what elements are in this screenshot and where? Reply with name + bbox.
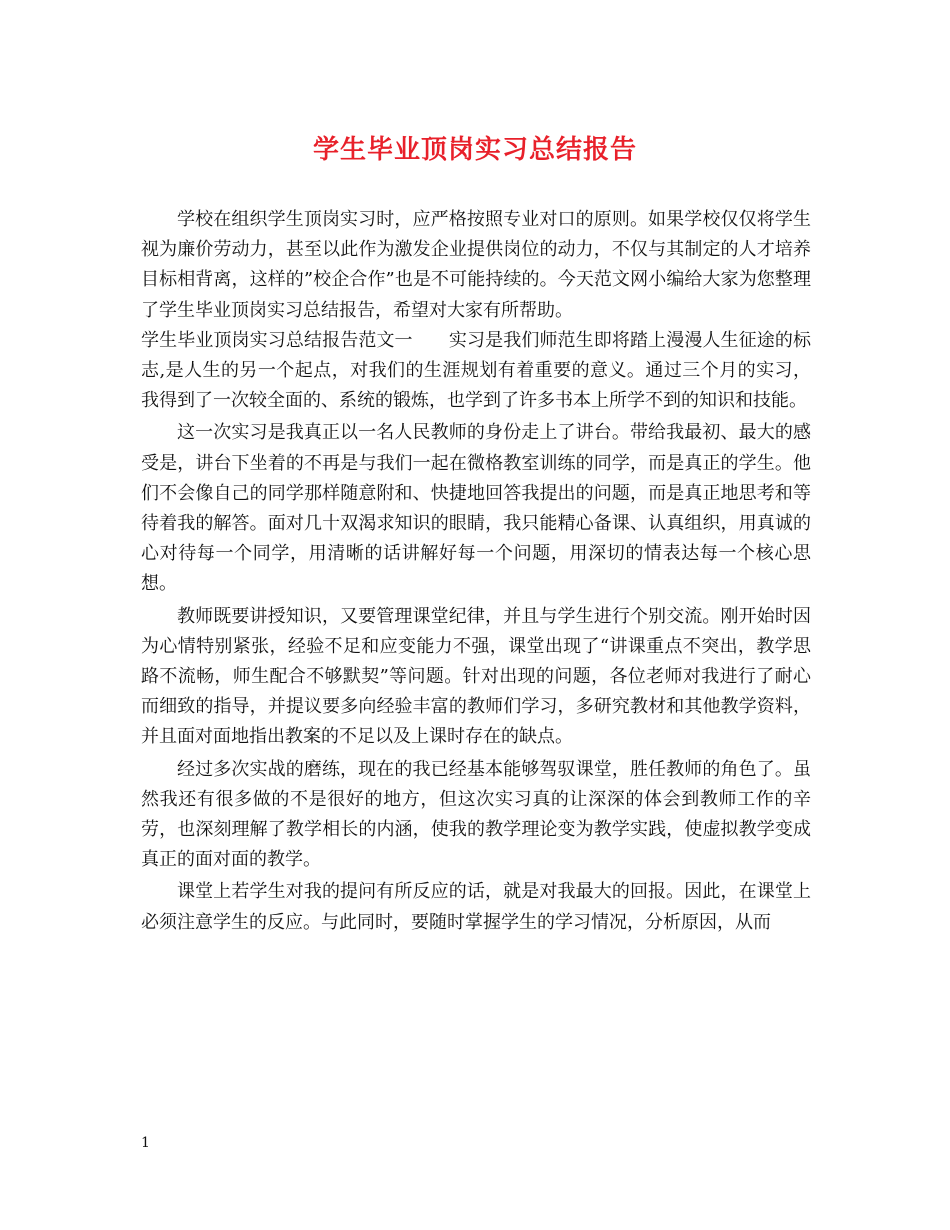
- document-title: 学生毕业顶岗实习总结报告: [312, 135, 637, 165]
- paragraph-classroom-feedback: 课堂上若学生对我的提问有所反应的话，就是对我最大的回报。因此，在课堂上必须注意学生的反应。与此同时，要随时掌握学生的学习情况，分析原因，从而: [141, 881, 811, 933]
- paragraph-intro: 学校在组织学生顶岗实习时，应严格按照专业对口的原则。如果学校仅仅将学生视为廉价劳动力，甚至以此作为激发企业提供岗位的动力，不仅与其制定的人才培养目标相背离，这样的”校企合作”也是不可能持续的。今天范文网小编给大家为您整理了学生毕业顶岗实习总结报告，希望对大家有所帮助。: [141, 209, 811, 321]
- paragraph-teaching-duties: 教师既要讲授知识，又要管理课堂纪律，并且与学生进行个别交流。刚开始时因为心情特别紧张，经验不足和应变能力不强，课堂出现了“讲课重点不突出，教学思路不流畅，师生配合不够默契”等问题。针对出现的问题，各位老师对我进行了耐心而细致的指导，并提议要多向经验丰富的教师们学习，多研究教材和其他教学资料，并且面对面地指出教案的不足以及上课时存在的缺点。: [141, 605, 811, 748]
- paragraph-first-lecture: 这一次实习是我真正以一名人民教师的身份走上了讲台。带给我最初、最大的感受是，讲台下坐着的不再是与我们一起在微格教室训练的同学，而是真正的学生。他们不会像自己的同学那样随意附和、快捷地回答我提出的问题，而是真正地思考和等待着我的解答。面对几十双渴求知识的眼睛，我只能精心备课、认真组织，用真诚的心对待每一个同学，用清晰的话讲解好每一个问题，用深切的情表达每一个核心思想。: [141, 422, 811, 595]
- document-body: [141, 205, 811, 938]
- page-number: 1: [141, 1135, 150, 1151]
- paragraph-sample-one: 学生毕业顶岗实习总结报告范文一 实习是我们师范生即将踏上漫漫人生征途的标志,是人生的另一个起点，对我们的生涯规划有着重要的意义。通过三个月的实习，我得到了一次较全面的、系统的锻炼，也学到了许多书本上所学不到的知识和技能。: [141, 329, 811, 412]
- paragraph-experience: 经过多次实战的磨练，现在的我已经基本能够驾驭课堂，胜任教师的角色了。虽然我还有很多做的不是很好的地方，但这次实习真的让深深的体会到教师工作的辛劳，也深刻理解了教学相长的内涵，使我的教学理论变为教学实践，使虚拟教学变成真正的面对面的教学。: [141, 758, 811, 871]
